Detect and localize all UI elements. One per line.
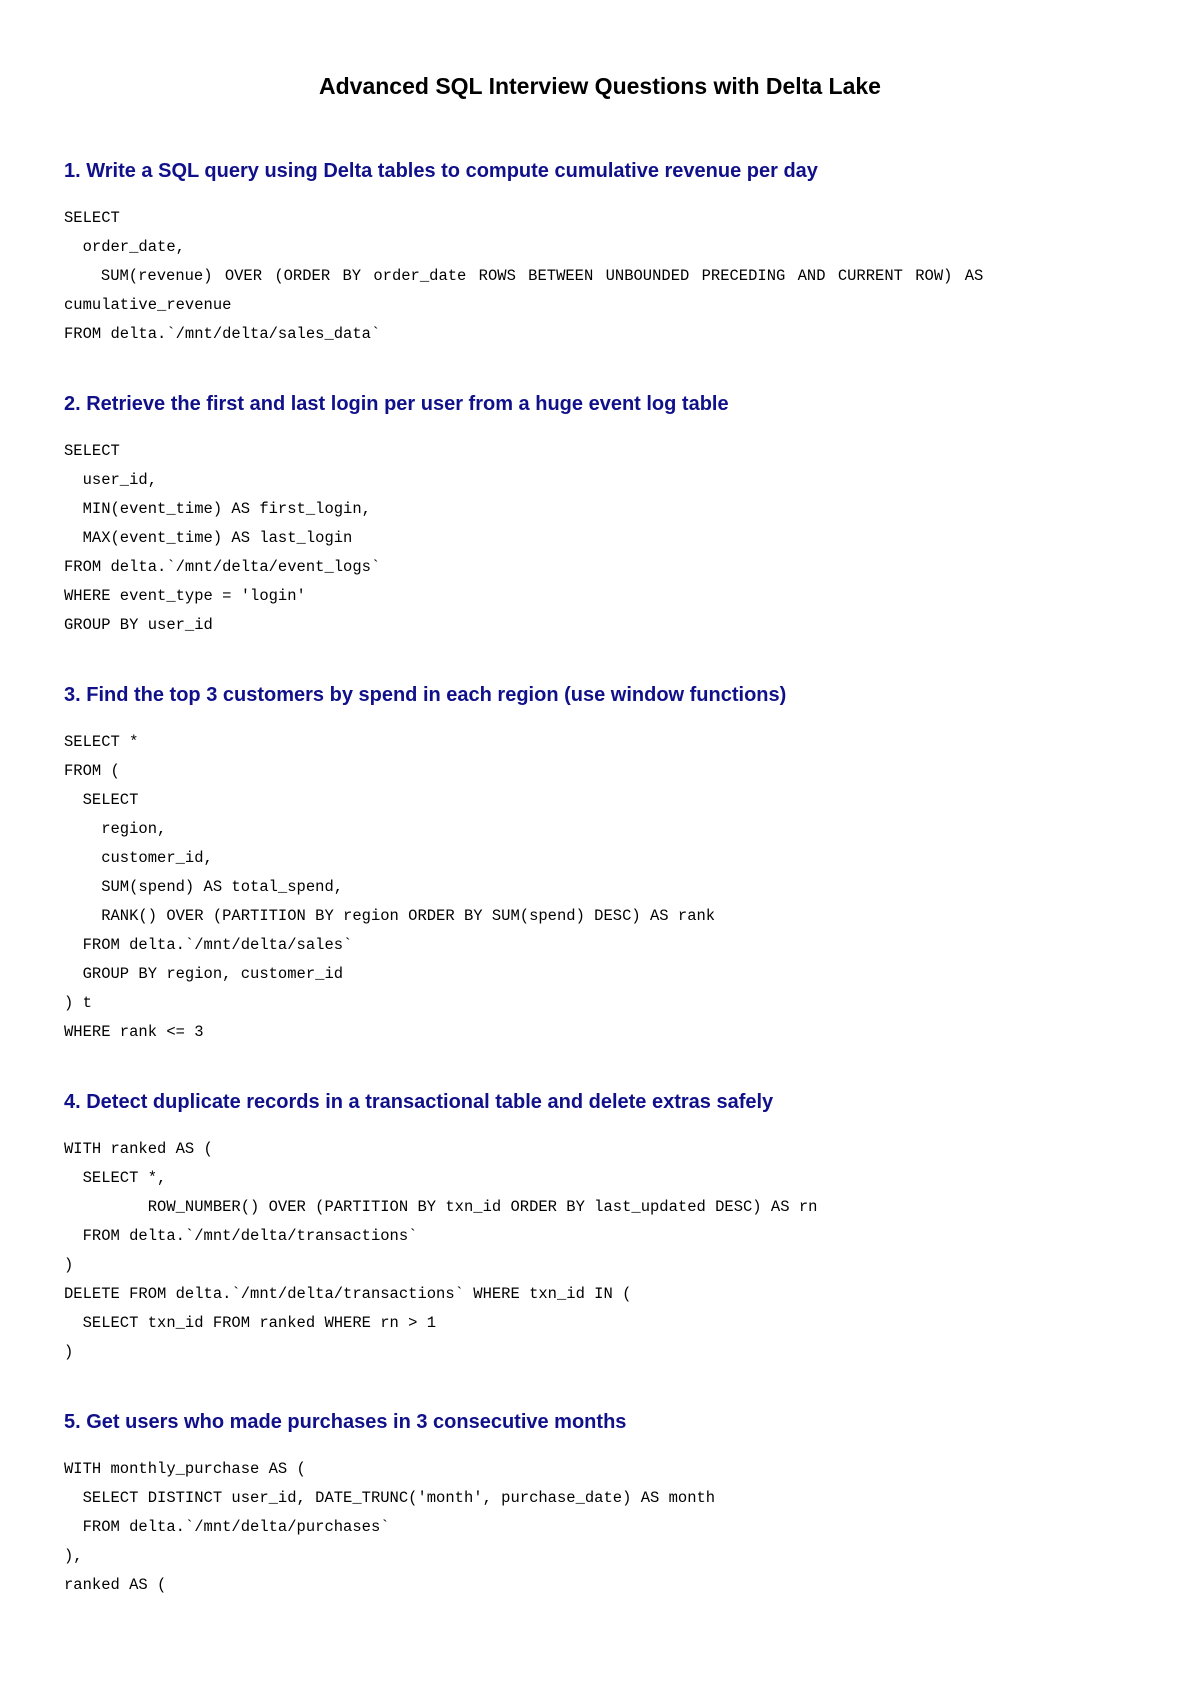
code-line: FROM delta.`/mnt/delta/event_logs` bbox=[64, 558, 381, 576]
code-line: SELECT bbox=[64, 791, 139, 809]
code-block bbox=[64, 1455, 1136, 1600]
code-line: GROUP BY region, customer_id bbox=[64, 965, 344, 983]
code-block bbox=[64, 1135, 1136, 1367]
code-line: SUM(spend) AS total_spend, bbox=[64, 878, 344, 896]
code-line: ) bbox=[64, 1343, 74, 1361]
code-line: SELECT *, bbox=[64, 1169, 167, 1187]
code-line: MAX(event_time) AS last_login bbox=[64, 529, 353, 547]
document-title: Advanced SQL Interview Questions with Delta Lake bbox=[319, 73, 881, 99]
code-block bbox=[64, 437, 1136, 640]
code-line: DELETE FROM delta.`/mnt/delta/transactions` WHERE txn_id IN ( bbox=[64, 1285, 632, 1303]
code-line: region, bbox=[64, 820, 167, 838]
code-line: ROW_NUMBER() OVER (PARTITION BY txn_id ORDER BY last_updated DESC) AS rn bbox=[64, 1198, 818, 1216]
code-line: WITH monthly_purchase AS ( bbox=[64, 1460, 306, 1478]
code-line: ) t bbox=[64, 994, 92, 1012]
question-heading: 3. Find the top 3 customers by spend in each region (use window functions) bbox=[64, 684, 787, 706]
code-line: FROM delta.`/mnt/delta/transactions` bbox=[64, 1227, 418, 1245]
code-line: WITH ranked AS ( bbox=[64, 1140, 213, 1158]
code-line: SELECT bbox=[64, 209, 120, 227]
question-heading: 2. Retrieve the first and last login per user from a huge event log table bbox=[64, 393, 729, 415]
question-section-1 bbox=[64, 158, 1136, 349]
code-line: ranked AS ( bbox=[64, 1576, 167, 1594]
question-section-3 bbox=[64, 682, 1136, 1047]
question-section-2 bbox=[64, 391, 1136, 640]
code-line: FROM ( bbox=[64, 762, 120, 780]
code-line: order_date, bbox=[64, 238, 185, 256]
question-heading: 5. Get users who made purchases in 3 consecutive months bbox=[64, 1411, 627, 1433]
code-line: WHERE event_type = 'login' bbox=[64, 587, 306, 605]
code-line: SELECT txn_id FROM ranked WHERE rn > 1 bbox=[64, 1314, 437, 1332]
code-line: MIN(event_time) AS first_login, bbox=[64, 500, 371, 518]
code-line: RANK() OVER (PARTITION BY region ORDER BY SUM(spend) DESC) AS rank bbox=[64, 907, 716, 925]
code-line: FROM delta.`/mnt/delta/purchases` bbox=[64, 1518, 390, 1536]
code-line: SUM(revenue) OVER (ORDER BY order_date ROWS BETWEEN UNBOUNDED PRECEDING AND CURRENT ROW) AS cumulative_revenue bbox=[64, 267, 996, 314]
code-line: customer_id, bbox=[64, 849, 213, 867]
question-heading: 4. Detect duplicate records in a transactional table and delete extras safely bbox=[64, 1091, 774, 1113]
question-section-4 bbox=[64, 1089, 1136, 1367]
code-line: FROM delta.`/mnt/delta/sales` bbox=[64, 936, 353, 954]
code-line: FROM delta.`/mnt/delta/sales_data` bbox=[64, 325, 381, 343]
code-line: SELECT bbox=[64, 442, 120, 460]
code-block bbox=[64, 728, 1136, 1047]
code-line: GROUP BY user_id bbox=[64, 616, 213, 634]
code-block bbox=[64, 204, 1136, 349]
code-line: ) bbox=[64, 1256, 74, 1274]
question-heading: 1. Write a SQL query using Delta tables to compute cumulative revenue per day bbox=[64, 160, 818, 182]
code-line: SELECT * bbox=[64, 733, 139, 751]
code-line: WHERE rank <= 3 bbox=[64, 1023, 204, 1041]
question-section-5 bbox=[64, 1409, 1136, 1600]
code-line: SELECT DISTINCT user_id, DATE_TRUNC('month', purchase_date) AS month bbox=[64, 1489, 716, 1507]
code-line: ), bbox=[64, 1547, 83, 1565]
code-line: user_id, bbox=[64, 471, 158, 489]
